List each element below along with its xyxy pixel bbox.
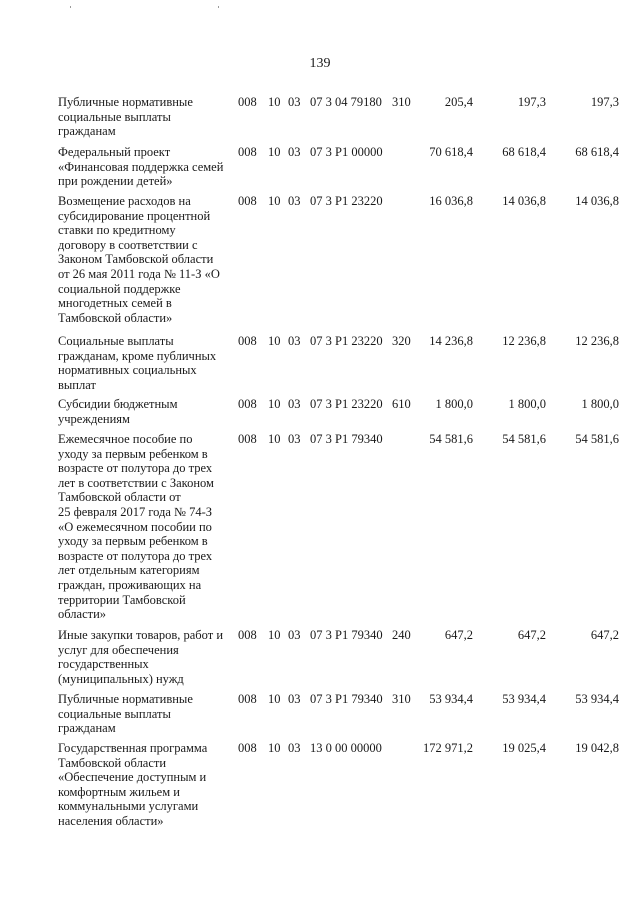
subsection-code: 03 (288, 432, 301, 446)
target-article-code: 07 3 04 79180 (310, 95, 382, 109)
amount-year-3: 197,3 (590, 95, 619, 109)
scan-mark (70, 6, 71, 8)
amount-year-3: 53 934,4 (575, 692, 619, 706)
target-article-code: 07 3 P1 23220 (310, 194, 383, 208)
ministry-code: 008 (238, 334, 257, 348)
section-code: 10 (268, 95, 281, 109)
page-number: 139 (309, 56, 331, 71)
target-article-code: 07 3 P1 23220 (310, 397, 383, 411)
amount-year-3: 19 042,8 (575, 741, 619, 755)
section-code: 10 (268, 628, 281, 642)
amount-year-2: 19 025,4 (502, 741, 546, 755)
ministry-code: 008 (238, 194, 257, 208)
section-code: 10 (268, 194, 281, 208)
target-article-code: 07 3 P1 79340 (310, 628, 383, 642)
section-code: 10 (268, 145, 281, 159)
amount-year-1: 70 618,4 (429, 145, 473, 159)
subsection-code: 03 (288, 397, 301, 411)
ministry-code: 008 (238, 145, 257, 159)
amount-year-1: 53 934,4 (429, 692, 473, 706)
amount-year-1: 647,2 (444, 628, 473, 642)
target-article-code: 07 3 P1 79340 (310, 692, 383, 706)
expense-type-code: 610 (392, 397, 411, 411)
section-code: 10 (268, 397, 281, 411)
subsection-code: 03 (288, 334, 301, 348)
amount-year-2: 1 800,0 (508, 397, 546, 411)
expense-type-code: 310 (392, 692, 411, 706)
subsection-code: 03 (288, 692, 301, 706)
row-name: Ежемесячное пособие по уходу за первым ребенком в возрасте от полутора до трех лет в соответствии с Законом Тамбовской области от 25 февраля 2017 года № 74-З «О ежемесячном пособии по уходу за первым ребенком в возрасте от полутора до трех лет отдельным категориям граждан, проживающих на территории Тамбовской области» (58, 432, 214, 622)
row-name: Государственная программа Тамбовской области «Обеспечение доступным и комфортным жильем и коммунальными услугами населения области» (58, 741, 208, 828)
ministry-code: 008 (238, 741, 257, 755)
ministry-code: 008 (238, 95, 257, 109)
amount-year-3: 12 236,8 (575, 334, 619, 348)
ministry-code: 008 (238, 397, 257, 411)
amount-year-1: 54 581,6 (429, 432, 473, 446)
amount-year-3: 647,2 (590, 628, 619, 642)
subsection-code: 03 (288, 145, 301, 159)
amount-year-3: 54 581,6 (575, 432, 619, 446)
row-name: Публичные нормативные социальные выплаты гражданам (58, 95, 193, 139)
row-name: Социальные выплаты гражданам, кроме публичных нормативных социальных выплат (58, 334, 217, 392)
amount-year-2: 68 618,4 (502, 145, 546, 159)
row-name: Публичные нормативные социальные выплаты гражданам (58, 692, 193, 736)
amount-year-2: 197,3 (517, 95, 546, 109)
expense-type-code: 310 (392, 95, 411, 109)
amount-year-2: 54 581,6 (502, 432, 546, 446)
ministry-code: 008 (238, 692, 257, 706)
ministry-code: 008 (238, 628, 257, 642)
amount-year-3: 68 618,4 (575, 145, 619, 159)
amount-year-1: 16 036,8 (429, 194, 473, 208)
expense-type-code: 320 (392, 334, 411, 348)
amount-year-2: 647,2 (517, 628, 546, 642)
target-article-code: 13 0 00 00000 (310, 741, 382, 755)
amount-year-2: 12 236,8 (502, 334, 546, 348)
section-code: 10 (268, 692, 281, 706)
row-name: Иные закупки товаров, работ и услуг для обеспечения государственных (муниципальных) нужд (58, 628, 224, 686)
amount-year-1: 1 800,0 (435, 397, 473, 411)
section-code: 10 (268, 432, 281, 446)
amount-year-2: 53 934,4 (502, 692, 546, 706)
expense-type-code: 240 (392, 628, 411, 642)
target-article-code: 07 3 P1 79340 (310, 432, 383, 446)
target-article-code: 07 3 P1 23220 (310, 334, 383, 348)
row-name: Возмещение расходов на субсидирование процентной ставки по кредитному договору в соответствии с Законом Тамбовской области от 26 мая 2011 года № 11-З «О социальной поддержке многодетных семей в Тамбовской области» (58, 194, 220, 325)
subsection-code: 03 (288, 95, 301, 109)
amount-year-3: 1 800,0 (581, 397, 619, 411)
subsection-code: 03 (288, 194, 301, 208)
subsection-code: 03 (288, 741, 301, 755)
target-article-code: 07 3 P1 00000 (310, 145, 383, 159)
subsection-code: 03 (288, 628, 301, 642)
amount-year-1: 172 971,2 (423, 741, 473, 755)
ministry-code: 008 (238, 432, 257, 446)
amount-year-3: 14 036,8 (575, 194, 619, 208)
row-name: Субсидии бюджетным учреждениям (58, 397, 178, 426)
amount-year-1: 205,4 (444, 95, 473, 109)
section-code: 10 (268, 741, 281, 755)
amount-year-2: 14 036,8 (502, 194, 546, 208)
scan-mark (218, 6, 219, 8)
section-code: 10 (268, 334, 281, 348)
row-name: Федеральный проект «Финансовая поддержка семей при рождении детей» (58, 145, 224, 189)
amount-year-1: 14 236,8 (429, 334, 473, 348)
